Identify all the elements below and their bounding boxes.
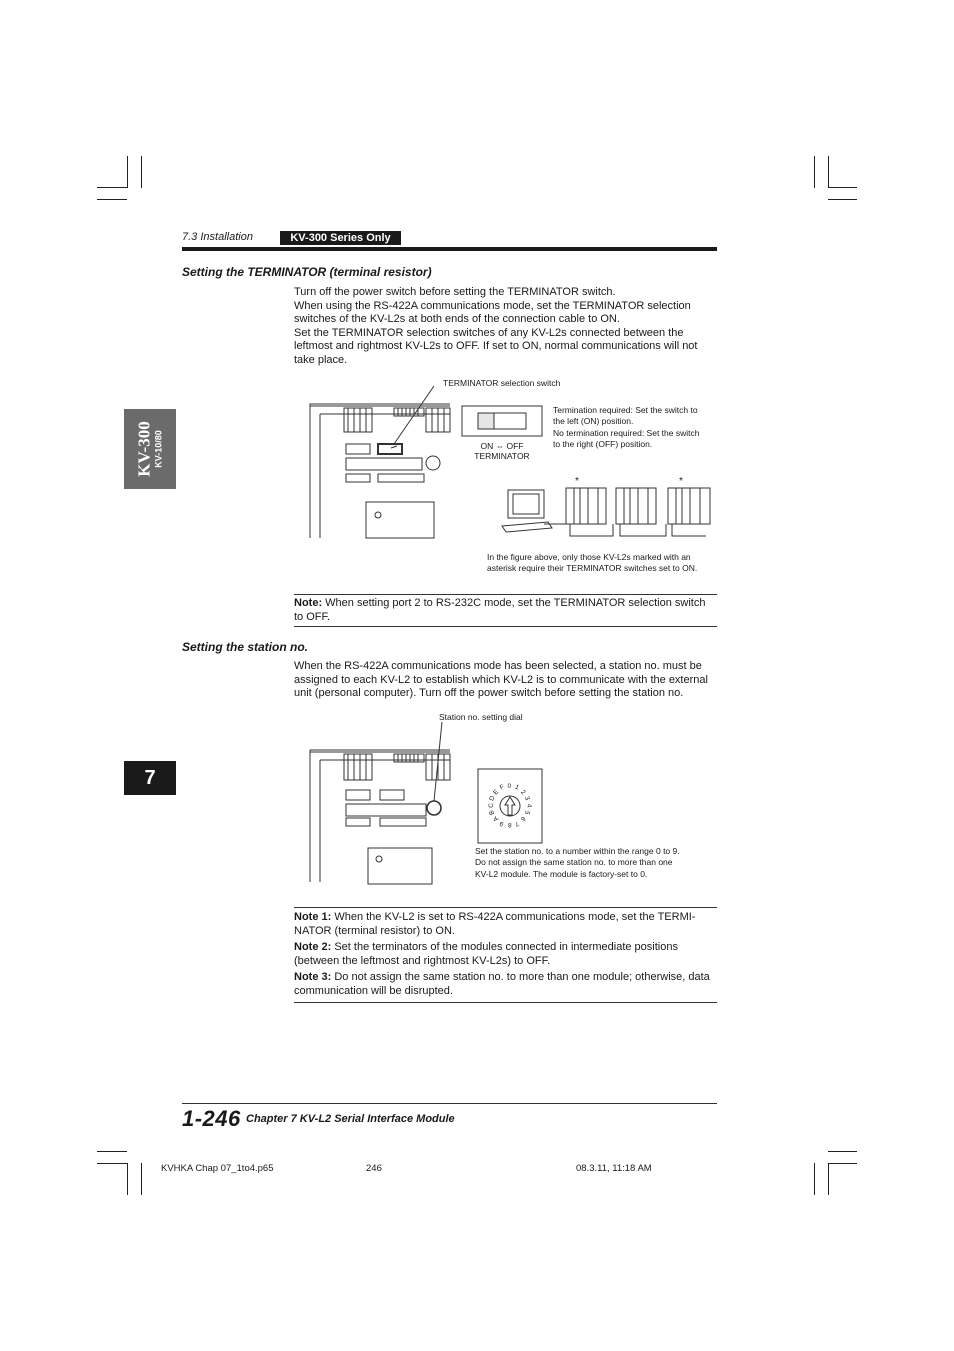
caption-line: No termination required: Set the switch	[553, 427, 700, 438]
note-text: When the KV-L2 is set to RS-422A communications mode, set the TERMI-NATOR (terminal resistor) to ON.	[294, 911, 696, 937]
crop-mark	[828, 1163, 829, 1195]
footer-rule	[182, 1103, 717, 1104]
switch-legend	[462, 441, 542, 461]
termination-caption	[553, 405, 717, 451]
terminator-switch-label: TERMINATOR selection switch	[443, 378, 561, 388]
side-tab-title: KV-300	[134, 421, 154, 477]
dial-digit: 2	[518, 788, 527, 796]
dial-digit: 1	[513, 784, 520, 792]
header-rule	[182, 247, 717, 251]
terminator-label: TERMINATOR	[474, 451, 530, 461]
crop-mark	[814, 1163, 815, 1195]
asterisk-caption	[487, 552, 717, 575]
crop-mark	[127, 1163, 128, 1195]
caption-line: Termination required: Set the switch to	[553, 405, 698, 415]
crop-mark	[97, 1163, 127, 1164]
crop-mark	[127, 156, 128, 188]
side-tab	[124, 409, 176, 489]
terminator-heading: Setting the TERMINATOR (terminal resistor)	[182, 265, 432, 279]
note-text: Set the terminators of the modules connected in intermediate positions (between the leftmost and rightmost KV-L2s) to OFF.	[294, 941, 678, 967]
dial-digit: 8	[507, 821, 512, 828]
crop-mark	[828, 156, 829, 188]
paragraph: Set the TERMINATOR selection switches of any KV-L2s connected between the leftmost and rightmost KV-L2s to OFF. If set to ON, normal communications will not take place.	[294, 326, 698, 366]
dial-digit: D	[488, 794, 497, 802]
dial-digit: 7	[513, 819, 520, 827]
terminator-body	[294, 286, 718, 368]
station-body	[294, 660, 718, 701]
dial-digit: 0	[507, 783, 512, 790]
paragraph: When using the RS-422A communications mode, set the TERMINATOR selection switches of the KV-L2s at both ends of the connection cable to ON.	[294, 299, 691, 326]
crop-mark	[141, 1163, 142, 1195]
side-tab-subtitle: KV-10/80	[153, 430, 164, 468]
asterisk-right: *	[679, 476, 683, 487]
dial-label: Station no. setting dial	[439, 712, 523, 722]
chapter-title: Chapter 7 KV-L2 Serial Interface Module	[246, 1113, 455, 1125]
on-off-label: ON ⇔ OFF	[480, 441, 524, 451]
dial-caption	[475, 846, 717, 880]
dial-digit: C	[487, 803, 495, 808]
imprint-file: KVHKA Chap 07_1to4.p65	[161, 1163, 274, 1174]
note-label: Note:	[294, 597, 323, 609]
crop-mark	[97, 1151, 127, 1152]
dial-digit: 4	[524, 803, 532, 808]
dial-digit: 3	[522, 795, 531, 802]
imprint-page: 246	[366, 1163, 382, 1174]
caption-line: Set the station no. to a number within the range 0 to 9.	[475, 846, 680, 856]
dial-digit: 6	[518, 815, 527, 823]
caption-line: the left (ON) position.	[553, 416, 634, 427]
station-notes	[294, 907, 717, 1003]
crop-mark	[828, 187, 857, 188]
note-label: Note 3:	[294, 971, 332, 984]
paragraph: When the RS-422A communications mode has been selected, a station no. must be assigned to each KV-L2 to establish which KV-L2 is to communicate with the external unit (personal computer). Turn off the power switch before setting the station no.	[294, 660, 708, 700]
crop-mark	[828, 1163, 857, 1164]
crop-mark	[97, 187, 127, 188]
caption-line: to the right (OFF) position.	[553, 439, 653, 450]
caption-line: asterisk require their TERMINATOR switches set to ON.	[487, 563, 698, 574]
asterisk-left: *	[575, 476, 579, 487]
paragraph: Turn off the power switch before setting the TERMINATOR switch.	[294, 286, 616, 298]
page-number: 1-246	[182, 1106, 241, 1131]
imprint-timestamp: 08.3.11, 11:18 AM	[576, 1163, 652, 1174]
dial-digit: F	[499, 783, 506, 792]
dial-digit: A	[492, 814, 501, 823]
note-label: Note 2:	[294, 941, 332, 954]
caption-line: In the figure above, only those KV-L2s marked with an	[487, 552, 691, 562]
chapter-number-tab: 7	[124, 761, 176, 795]
crop-mark	[828, 1151, 857, 1152]
crop-mark	[814, 156, 815, 188]
section-label: 7.3 Installation	[182, 231, 253, 243]
dial-digit: E	[492, 788, 501, 797]
dial-digit: 9	[499, 819, 506, 827]
dial-digit: 5	[522, 809, 531, 816]
caption-line: KV-L2 module. The module is factory-set to 0.	[475, 868, 648, 879]
station-dial[interactable]	[478, 769, 542, 843]
caption-line: Do not assign the same station no. to more than one	[475, 857, 673, 868]
note-label: Note 1:	[294, 911, 332, 923]
note-text: Do not assign the same station no. to more than one module; otherwise, data communication will be disrupted.	[294, 971, 710, 997]
dial-digit: B	[488, 809, 497, 817]
crop-mark	[141, 156, 142, 188]
station-heading: Setting the station no.	[182, 640, 308, 654]
series-badge: KV-300 Series Only	[280, 231, 401, 245]
crop-mark	[97, 199, 127, 200]
note-text: When setting port 2 to RS-232C mode, set the TERMINATOR selection switch to OFF.	[294, 597, 706, 623]
crop-mark	[828, 199, 857, 200]
terminator-note	[294, 594, 717, 627]
